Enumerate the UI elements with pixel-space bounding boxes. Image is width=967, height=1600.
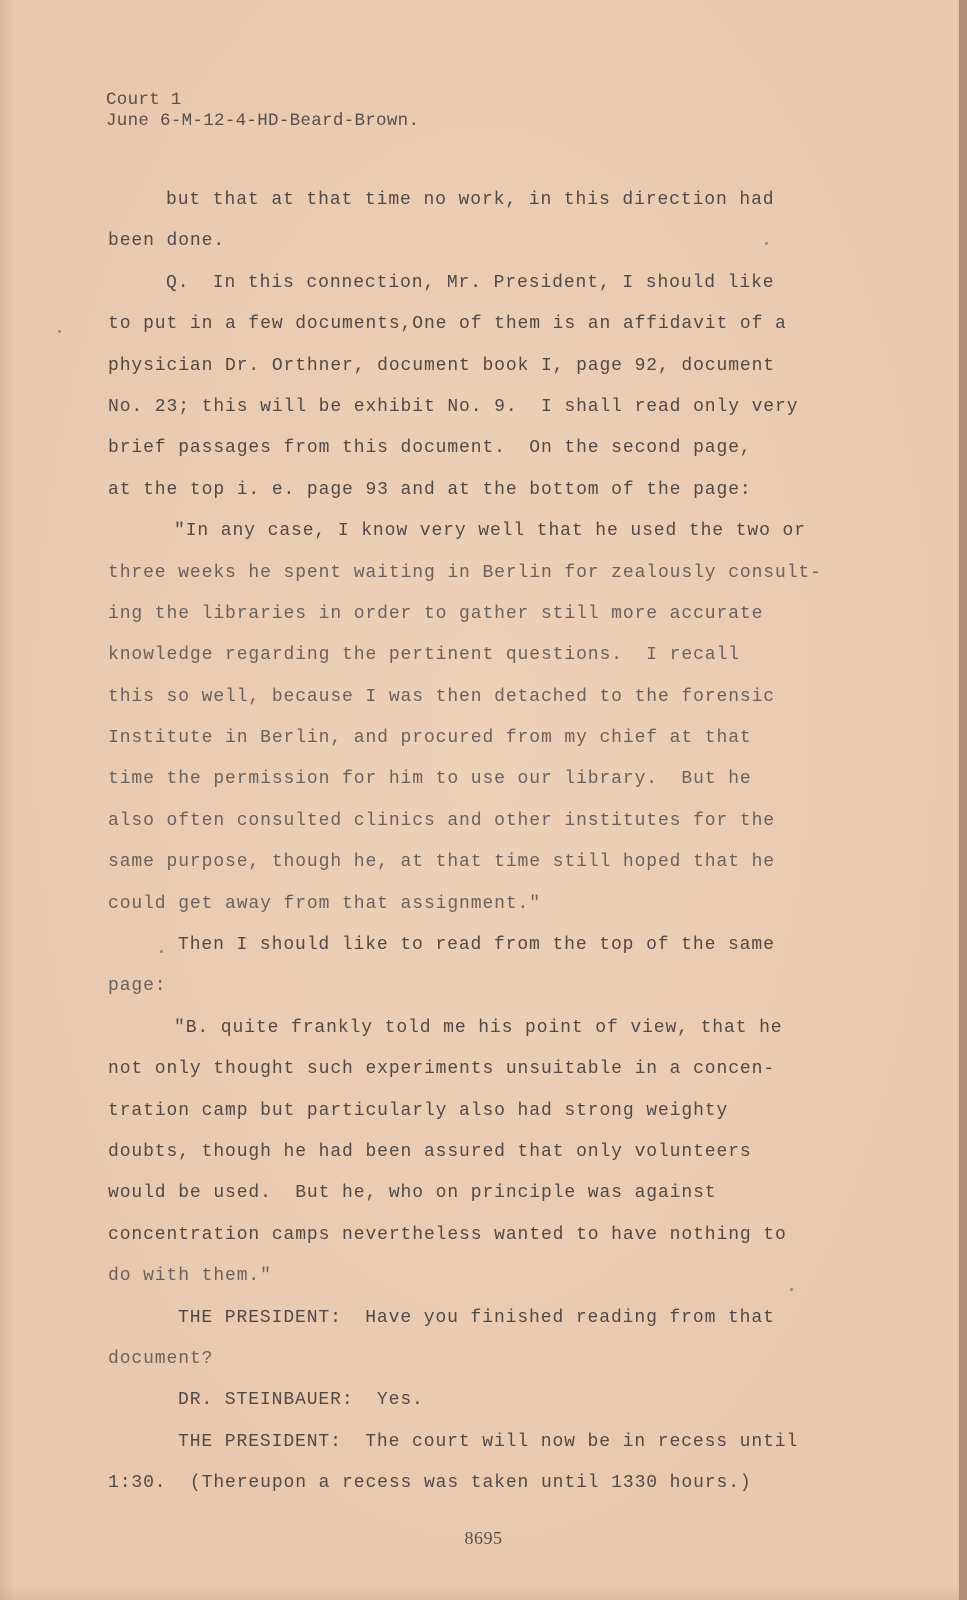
quote-line: three weeks he spent waiting in Berlin for zealously consult- [108, 562, 822, 583]
text-line: 1:30. (Thereupon a recess was taken until 1330 hours.) [108, 1473, 752, 1494]
quote-line: doubts, though he had been assured that only volunteers [108, 1141, 752, 1162]
quote-line: would be used. But he, who on principle was against [108, 1183, 717, 1204]
paper-speck [160, 950, 163, 953]
text-line: Then I should like to read from the top of the same [178, 935, 775, 956]
speaker-line: THE PRESIDENT: Have you finished reading from that [178, 1307, 775, 1328]
text-line: been done. [108, 231, 226, 252]
transcript-reference: June 6-M-12-4-HD-Beard-Brown. [106, 111, 420, 131]
quote-line: "B. quite frankly told me his point of view, that he [174, 1017, 783, 1038]
text-line: to put in a few documents,One of them is an affidavit of a [108, 314, 787, 335]
quote-line: could get away from that assignment." [108, 893, 541, 914]
quote-line: this so well, because I was then detached to the forensic [108, 686, 775, 707]
text-line: but that at that time no work, in this direction had [166, 190, 775, 210]
text-line: physician Dr. Orthner, document book I, page 92, document [108, 355, 775, 376]
quote-line: Institute in Berlin, and procured from my chief at that [108, 728, 752, 749]
page-edge [959, 0, 967, 1600]
transcript-body [108, 180, 848, 1505]
paper-speck [790, 1288, 793, 1291]
paper-speck [765, 242, 768, 245]
text-line: Q. In this connection, Mr. President, I should like [166, 272, 775, 293]
text-line: brief passages from this document. On the second page, [108, 438, 752, 459]
speaker-line: DR. STEINBAUER: Yes. [178, 1390, 424, 1411]
speaker-line: THE PRESIDENT: The court will now be in recess until [178, 1431, 799, 1452]
text-line: at the top i. e. page 93 and at the bottom of the page: [108, 479, 752, 500]
quote-line: same purpose, though he, at that time still hoped that he [108, 852, 775, 873]
text-line: No. 23; this will be exhibit No. 9. I shall read only very [108, 396, 799, 417]
paper-speck [58, 330, 61, 333]
quote-line: "In any case, I know very well that he used the two or [174, 521, 806, 542]
quote-line: time the permission for him to use our library. But he [108, 769, 752, 790]
quote-line: also often consulted clinics and other institutes for the [108, 810, 775, 831]
quote-line: knowledge regarding the pertinent questions. I recall [108, 645, 740, 666]
court-label: Court 1 [106, 90, 182, 110]
quote-line: do with them." [108, 1266, 272, 1287]
page-number: 8695 [464, 1528, 503, 1548]
text-line: page: [108, 976, 167, 997]
quote-line: ing the libraries in order to gather still more accurate [108, 603, 764, 624]
quote-line: tration camp but particularly also had strong weighty [108, 1100, 729, 1121]
document-header [106, 90, 419, 132]
text-line: document? [108, 1348, 214, 1369]
quote-line: not only thought such experiments unsuitable in a concen- [108, 1059, 775, 1080]
quote-line: concentration camps nevertheless wanted to have nothing to [108, 1224, 787, 1245]
